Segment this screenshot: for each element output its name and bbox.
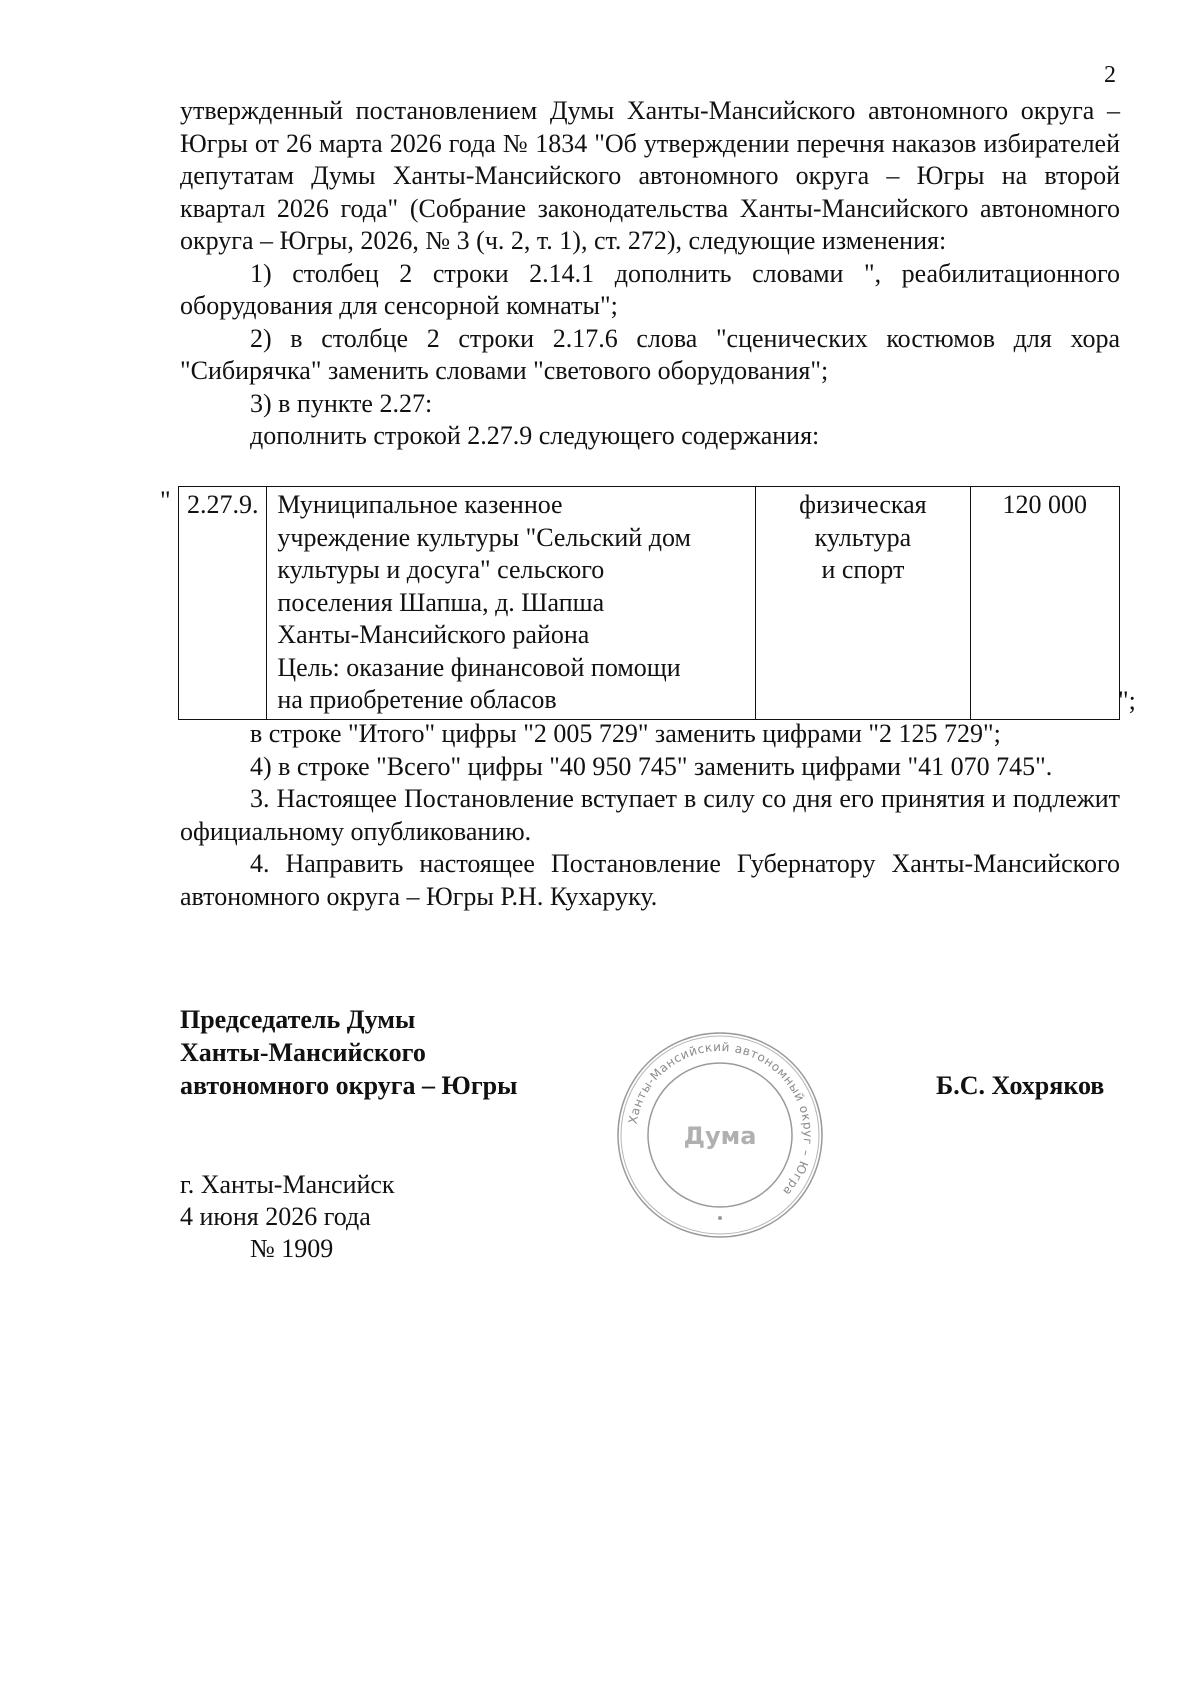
signatory-title bbox=[180, 1003, 517, 1102]
category-line: физическая bbox=[799, 490, 927, 519]
category-line: и спорт bbox=[821, 555, 905, 584]
signatory-name: Б.С. Хохряков bbox=[936, 1071, 1105, 1100]
description-line: Ханты-Мансийского района bbox=[277, 620, 590, 649]
description-line: Муниципальное казенное bbox=[277, 490, 563, 519]
paragraph-3: 3. Настоящее Постановление вступает в силу со дня его принятия и подлежит официальному опубликованию. bbox=[180, 784, 1120, 846]
amendment-item-2: 2) в столбце 2 строки 2.17.6 слова "сценических костюмов для хора "Сибирячка" заменить словами "светового оборудования"; bbox=[180, 323, 1120, 385]
description-line: Цель: оказание финансовой помощи bbox=[277, 652, 681, 682]
seal-center-text: Дума bbox=[683, 1122, 757, 1150]
paragraph-intro: утвержденный постановлением Думы Ханты-Мансийского автономного округа – Югры от 26 марта 2026 года № 1834 "Об утверждении перечня наказов избирателей депутатам Думы Ханты-Мансийского автономного округа – Югры на второй квартал 2026 года" (Собрание законодательства Ханты-Мансийского автономного округа – Югры, 2026, № 3 (ч. 2, т. 1), ст. 272), следующие изменения: bbox=[180, 96, 1120, 255]
page-number: 2 bbox=[1104, 62, 1116, 88]
amendment-item-3-add: дополнить строкой 2.27.9 следующего содержания: bbox=[250, 421, 820, 450]
paragraph-4: 4. Направить настоящее Постановление Губернатору Ханты-Мансийского автономного округа – Югры Р.Н. Кухаруку. bbox=[180, 849, 1120, 911]
category-line: культура bbox=[814, 522, 912, 552]
place-city: г. Ханты-Мансийск bbox=[180, 1170, 395, 1199]
itogo-change: в строке "Итого" цифры "2 005 729" заменить цифрами "2 125 729"; bbox=[250, 719, 1001, 748]
description-line: учреждение культуры "Сельский дом bbox=[277, 522, 691, 552]
row-number-cell: 2.27.9. bbox=[179, 487, 267, 720]
document-body bbox=[180, 95, 1120, 453]
description-line: на приобретение обласов bbox=[277, 685, 557, 714]
document-date: 4 июня 2026 года bbox=[180, 1202, 371, 1231]
inserted-row-table bbox=[178, 486, 1120, 720]
amendment-item-1: 1) столбец 2 строки 2.14.1 дополнить словами ", реабилитационного оборудования для сенсорной комнаты"; bbox=[180, 258, 1120, 320]
document-number: № 1909 bbox=[250, 1234, 334, 1263]
row-category-cell bbox=[756, 487, 970, 720]
description-line: культуры и досуга" сельского bbox=[277, 555, 605, 584]
document-body-continued bbox=[180, 718, 1120, 913]
description-line: поселения Шапша, д. Шапша bbox=[277, 587, 605, 617]
place-date-number bbox=[180, 1169, 395, 1265]
row-description-cell bbox=[267, 487, 756, 720]
duma-seal-stamp bbox=[615, 1030, 825, 1240]
amendment-item-3: 3) в пункте 2.27: bbox=[250, 388, 433, 418]
row-amount-cell: 120 000 bbox=[970, 487, 1119, 720]
signatory-title-line: Ханты-Мансийского bbox=[180, 1038, 426, 1067]
signatory-title-line: Председатель Думы bbox=[180, 1005, 416, 1034]
table-close-quote: "; bbox=[1118, 686, 1136, 715]
seal-ring-text: Ханты-Мансийский автономный округ – Югра bbox=[625, 1039, 816, 1199]
amendment-item-4: 4) в строке "Всего" цифры "40 950 745" заменить цифрами "41 070 745". bbox=[250, 751, 1053, 781]
table-row bbox=[179, 487, 1120, 720]
table-open-quote: " bbox=[160, 486, 171, 515]
signatory-title-line: автономного округа – Югры bbox=[180, 1071, 518, 1100]
